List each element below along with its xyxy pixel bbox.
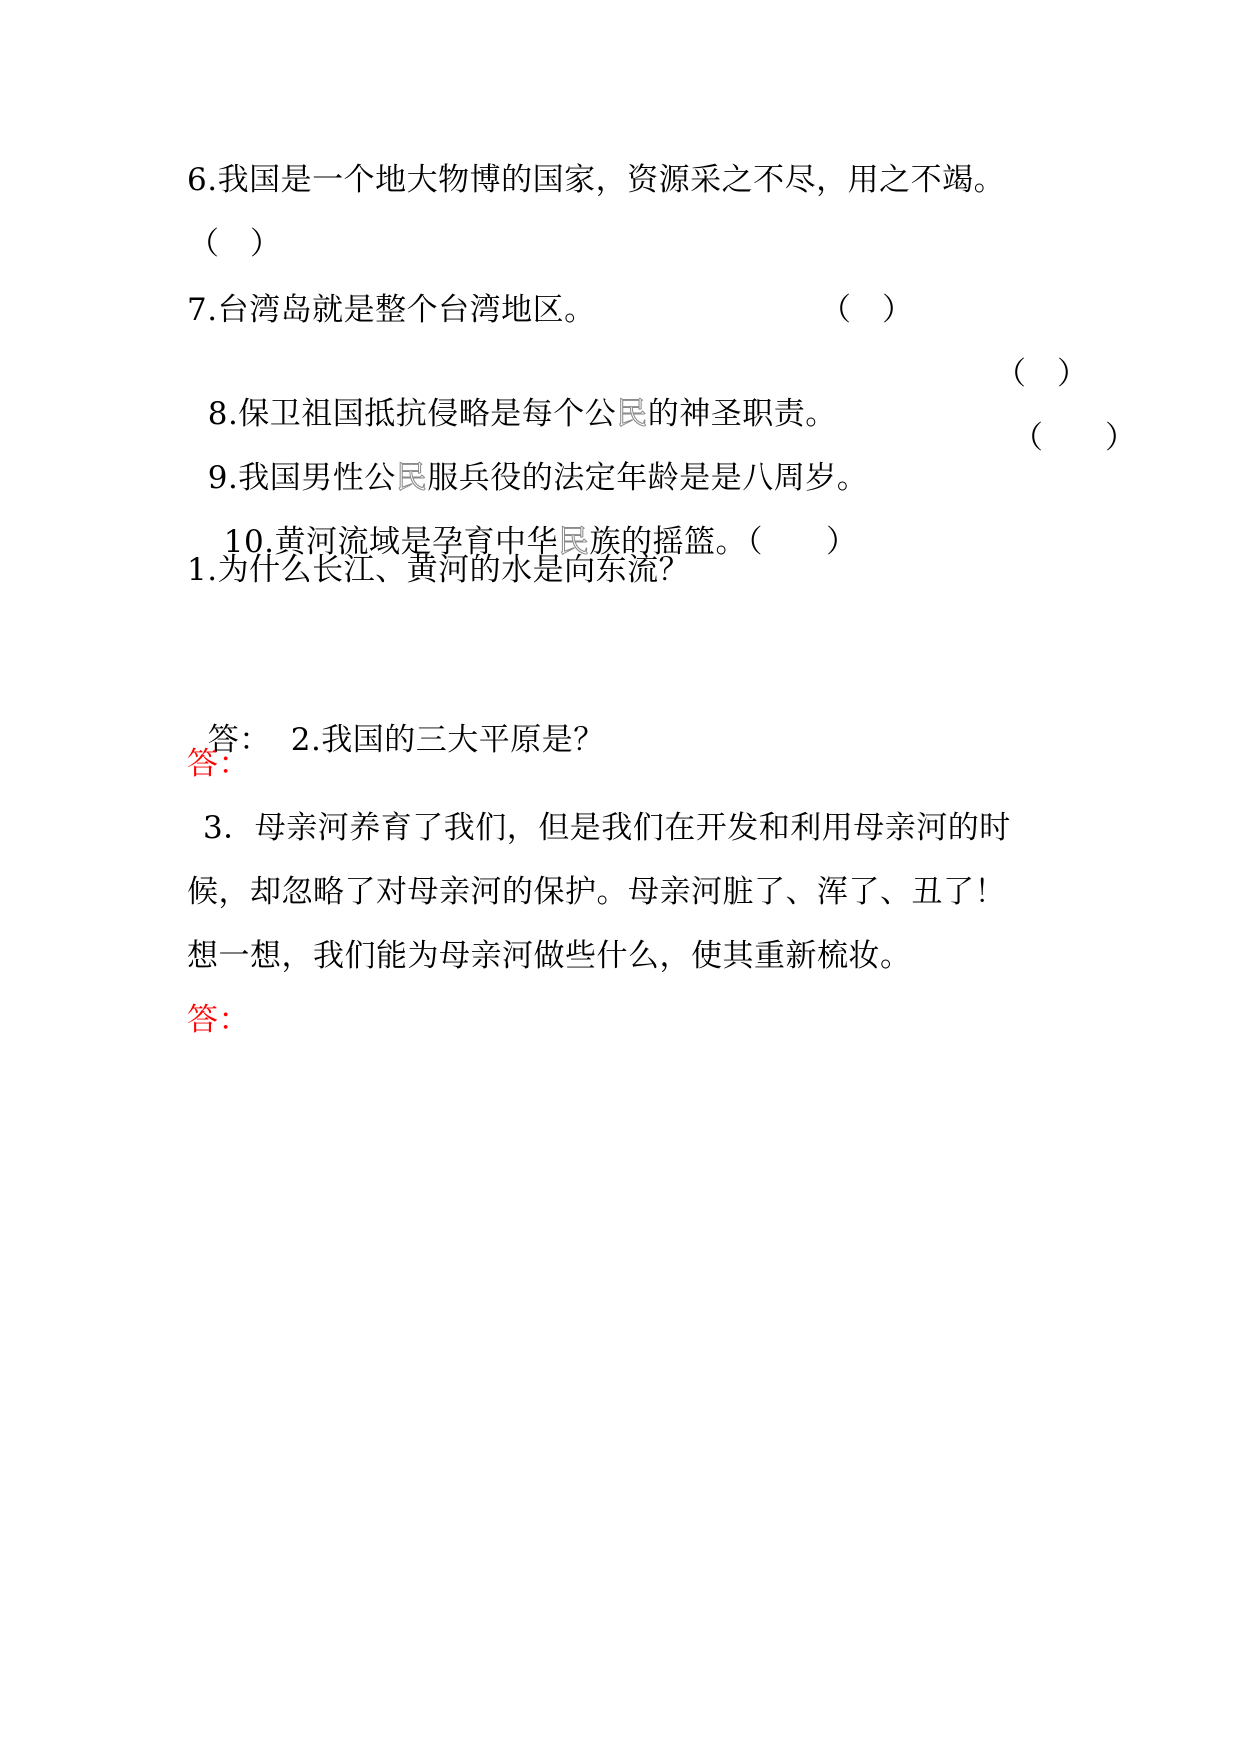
short-question-1-answer-label: 答：: [207, 722, 271, 758]
question-7-answer-paren[interactable]: （ ）: [820, 292, 913, 328]
question-10-text-after: 族的摇篮。（ ）: [589, 524, 858, 560]
question-8-outlined-char: 民: [616, 396, 648, 432]
short-question-3-line-2: 候，却忽略了对母亲河的保护。母亲河脏了、浑了、丑了！: [187, 874, 1006, 910]
question-9-answer-paren[interactable]: （ ）: [1012, 420, 1136, 456]
question-10-outlined-char: 民: [558, 524, 590, 560]
question-9-text-before: 9.我国男性公: [207, 460, 396, 496]
question-8-answer-paren[interactable]: （ ）: [995, 356, 1088, 392]
short-question-3-line-3: 想一想，我们能为母亲河做些什么，使其重新梳妆。: [187, 938, 912, 974]
short-question-2-text: 2.我国的三大平原是？: [290, 722, 605, 758]
short-question-2-answer-label[interactable]: 答：: [187, 746, 250, 782]
question-9-outlined-char: 民: [395, 460, 428, 496]
short-question-3-answer-label[interactable]: 答：: [187, 1002, 250, 1038]
question-10-text-before: 10.黄河流域是孕育中华: [223, 524, 559, 560]
question-9-text-after: 服兵役的法定年龄是是八周岁。: [427, 460, 869, 496]
question-8-text-after: 的神圣职责。: [647, 396, 837, 432]
question-6-text: 6.我国是一个地大物博的国家，资源采之不尽，用之不竭。: [187, 162, 1006, 198]
short-question-1-text: 1.为什么长江、黄河的水是向东流？: [187, 552, 691, 588]
question-8-text-before: 8.保卫祖国抵抗侵略是每个公: [207, 396, 617, 432]
question-7-text: 7.台湾岛就是整个台湾地区。: [187, 292, 596, 328]
short-question-3-line-1: 3．母亲河养育了我们，但是我们在开发和利用母亲河的时: [203, 810, 1011, 846]
question-6-answer-paren[interactable]: （ ）: [188, 226, 281, 262]
